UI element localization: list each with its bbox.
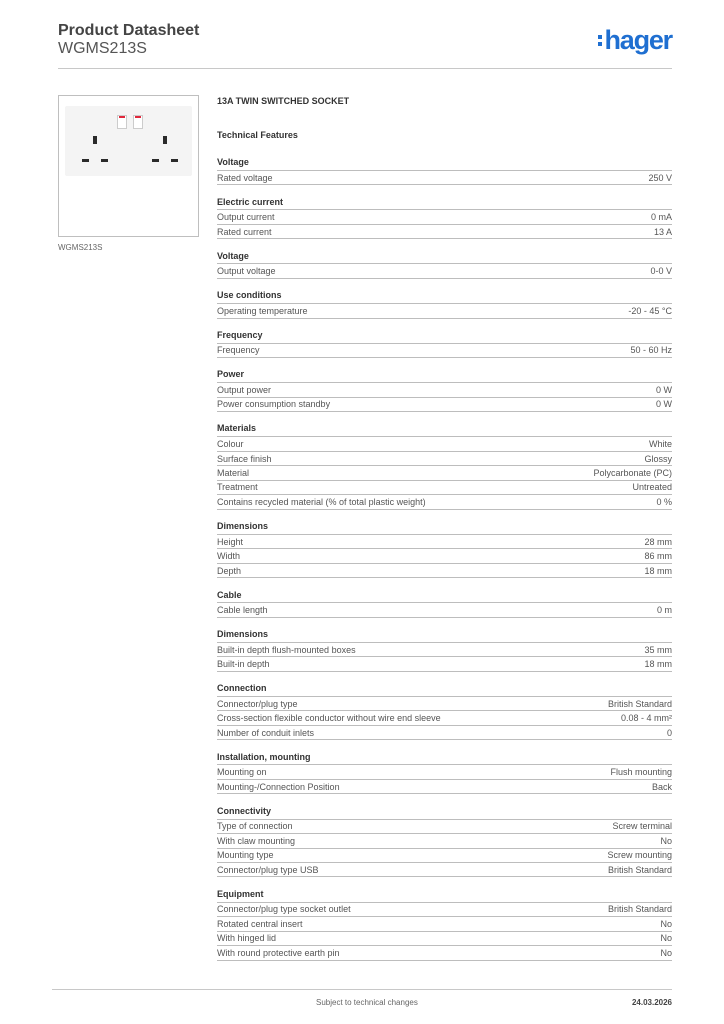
technical-features-heading: Technical Features <box>217 130 298 140</box>
spec-value: No <box>660 947 672 958</box>
spec-value: Untreated <box>632 482 672 493</box>
spec-content <box>217 96 672 971</box>
spec-value: Screw mounting <box>607 850 672 861</box>
spec-value: 50 - 60 Hz <box>630 345 672 356</box>
section-title: Connectivity <box>217 805 672 820</box>
section-title: Equipment <box>217 888 672 903</box>
spec-section <box>217 250 672 279</box>
spec-row <box>217 834 672 848</box>
product-image <box>58 95 199 237</box>
spec-row <box>217 765 672 779</box>
spec-row <box>217 697 672 711</box>
spec-value: No <box>660 835 672 846</box>
spec-label: Cable length <box>217 605 268 616</box>
spec-label: Surface finish <box>217 453 272 464</box>
spec-section <box>217 589 672 618</box>
spec-value: -20 - 45 °C <box>628 305 672 316</box>
switch-left-icon <box>117 115 127 129</box>
spec-row <box>217 603 672 617</box>
spec-value: 0 <box>666 727 672 738</box>
spec-label: With round protective earth pin <box>217 947 340 958</box>
spec-section <box>217 422 672 509</box>
spec-section <box>217 888 672 961</box>
spec-section <box>217 329 672 358</box>
spec-value: Screw terminal <box>612 821 672 832</box>
spec-value: Back <box>651 781 672 792</box>
spec-value: 0 mA <box>650 212 672 223</box>
section-title: Dimensions <box>217 628 672 643</box>
spec-value: 18 mm <box>644 565 672 576</box>
spec-row <box>217 344 672 358</box>
spec-label: Material <box>217 468 250 478</box>
spec-label: Mounting type <box>217 850 274 861</box>
spec-label: Frequency <box>217 345 260 356</box>
spec-label: Rotated central insert <box>217 918 303 929</box>
product-name: 13A TWIN SWITCHED SOCKET <box>217 96 350 106</box>
spec-row <box>217 437 672 451</box>
spec-value: No <box>660 918 672 929</box>
spec-section <box>217 805 672 878</box>
spec-row <box>217 466 672 480</box>
spec-row <box>217 643 672 657</box>
spec-row <box>217 917 672 931</box>
pin-n1-icon <box>101 159 108 162</box>
spec-label: With hinged lid <box>217 933 277 944</box>
spec-row <box>217 535 672 549</box>
spec-section <box>217 196 672 240</box>
spec-value: 18 mm <box>644 659 672 670</box>
section-title: Voltage <box>217 156 672 171</box>
spec-label: Width <box>217 551 241 562</box>
spec-value: No <box>660 933 672 944</box>
section-title: Cable <box>217 589 672 604</box>
spec-value: 0 m <box>656 605 672 616</box>
spec-value: 86 mm <box>644 551 672 562</box>
section-title: Voltage <box>217 250 672 265</box>
spec-row <box>217 820 672 834</box>
spec-value: Flush mounting <box>610 767 672 778</box>
section-title: Dimensions <box>217 520 672 535</box>
footer-note: Subject to technical changes <box>316 998 418 1007</box>
spec-label: Mounting on <box>217 767 267 778</box>
section-title: Connection <box>217 682 672 697</box>
spec-sections <box>217 156 672 961</box>
spec-section <box>217 628 672 672</box>
spec-value: 0.08 - 4 mm² <box>620 713 672 724</box>
spec-label: Built-in depth <box>217 659 270 670</box>
spec-label: Built-in depth flush-mounted boxes <box>217 644 356 655</box>
section-title: Electric current <box>217 196 672 211</box>
spec-row <box>217 481 672 495</box>
spec-label: Rated voltage <box>217 172 273 183</box>
spec-label: Number of conduit inlets <box>217 727 315 738</box>
spec-label: Operating temperature <box>217 305 308 316</box>
section-title: Materials <box>217 422 672 437</box>
spec-label: Output voltage <box>217 266 276 277</box>
earth-pin-left-icon <box>93 136 97 144</box>
spec-row <box>217 657 672 671</box>
pin-l2-icon <box>152 159 159 162</box>
pin-l1-icon <box>82 159 89 162</box>
spec-row <box>217 549 672 563</box>
section-title: Power <box>217 368 672 383</box>
spec-value: 0 W <box>655 399 672 410</box>
spec-section <box>217 368 672 412</box>
spec-label: Power consumption standby <box>217 399 331 410</box>
spec-row <box>217 452 672 466</box>
spec-value: British Standard <box>607 864 672 875</box>
spec-label: Depth <box>217 565 242 576</box>
spec-row <box>217 225 672 239</box>
spec-row <box>217 210 672 224</box>
header-divider <box>58 68 672 69</box>
spec-value: 13 A <box>653 226 672 237</box>
earth-pin-right-icon <box>163 136 167 144</box>
spec-row <box>217 495 672 509</box>
spec-label: Rated current <box>217 226 272 237</box>
spec-row <box>217 171 672 185</box>
spec-label: Mounting-/Connection Position <box>217 781 340 792</box>
spec-row <box>217 383 672 397</box>
spec-label: Connector/plug type USB <box>217 864 319 875</box>
spec-value: 0 W <box>655 384 672 395</box>
spec-value: 250 V <box>648 172 672 183</box>
footer-divider <box>52 989 672 990</box>
section-title: Installation, mounting <box>217 751 672 766</box>
switch-right-icon <box>133 115 143 129</box>
spec-row <box>217 304 672 318</box>
spec-row <box>217 849 672 863</box>
section-title: Use conditions <box>217 289 672 304</box>
page-title: Product Datasheet <box>58 22 200 39</box>
logo-text: hager <box>604 25 672 55</box>
spec-row <box>217 780 672 794</box>
hager-logo <box>598 25 672 55</box>
spec-row <box>217 564 672 578</box>
spec-section <box>217 751 672 795</box>
spec-value: British Standard <box>607 904 672 915</box>
spec-value: 28 mm <box>644 536 672 547</box>
spec-row <box>217 264 672 278</box>
spec-value: British Standard <box>607 698 672 709</box>
spec-section <box>217 156 672 185</box>
spec-label: Output power <box>217 384 272 395</box>
spec-label: Treatment <box>217 482 258 493</box>
spec-value: 35 mm <box>644 644 672 655</box>
spec-section <box>217 682 672 740</box>
spec-row <box>217 726 672 740</box>
spec-row <box>217 863 672 877</box>
image-caption: WGMS213S <box>58 243 103 252</box>
logo-colon-icon <box>598 35 602 46</box>
spec-row <box>217 903 672 917</box>
product-code: WGMS213S <box>58 40 147 57</box>
pin-n2-icon <box>171 159 178 162</box>
spec-section <box>217 520 672 578</box>
spec-row <box>217 946 672 960</box>
spec-row <box>217 711 672 725</box>
spec-row <box>217 398 672 412</box>
socket-plate-icon <box>65 106 192 176</box>
spec-value: Glossy <box>644 453 672 464</box>
spec-value: 0-0 V <box>650 266 672 277</box>
spec-label: Output current <box>217 212 275 223</box>
spec-label: With claw mounting <box>217 835 296 846</box>
section-title: Frequency <box>217 329 672 344</box>
spec-value: White <box>648 439 672 450</box>
spec-label: Type of connection <box>217 821 293 832</box>
spec-label: Connector/plug type <box>217 698 298 709</box>
spec-label: Contains recycled material (% of total plastic weight) <box>217 496 426 507</box>
spec-label: Colour <box>217 439 244 450</box>
spec-section <box>217 289 672 318</box>
footer-date: 24.03.2026 <box>631 998 672 1007</box>
spec-value: Polycarbonate (PC) <box>593 468 672 478</box>
spec-label: Height <box>217 536 244 547</box>
spec-label: Cross-section flexible conductor without wire end sleeve <box>217 713 441 724</box>
spec-label: Connector/plug type socket outlet <box>217 904 351 915</box>
spec-row <box>217 932 672 946</box>
spec-value: 0 % <box>656 496 672 507</box>
